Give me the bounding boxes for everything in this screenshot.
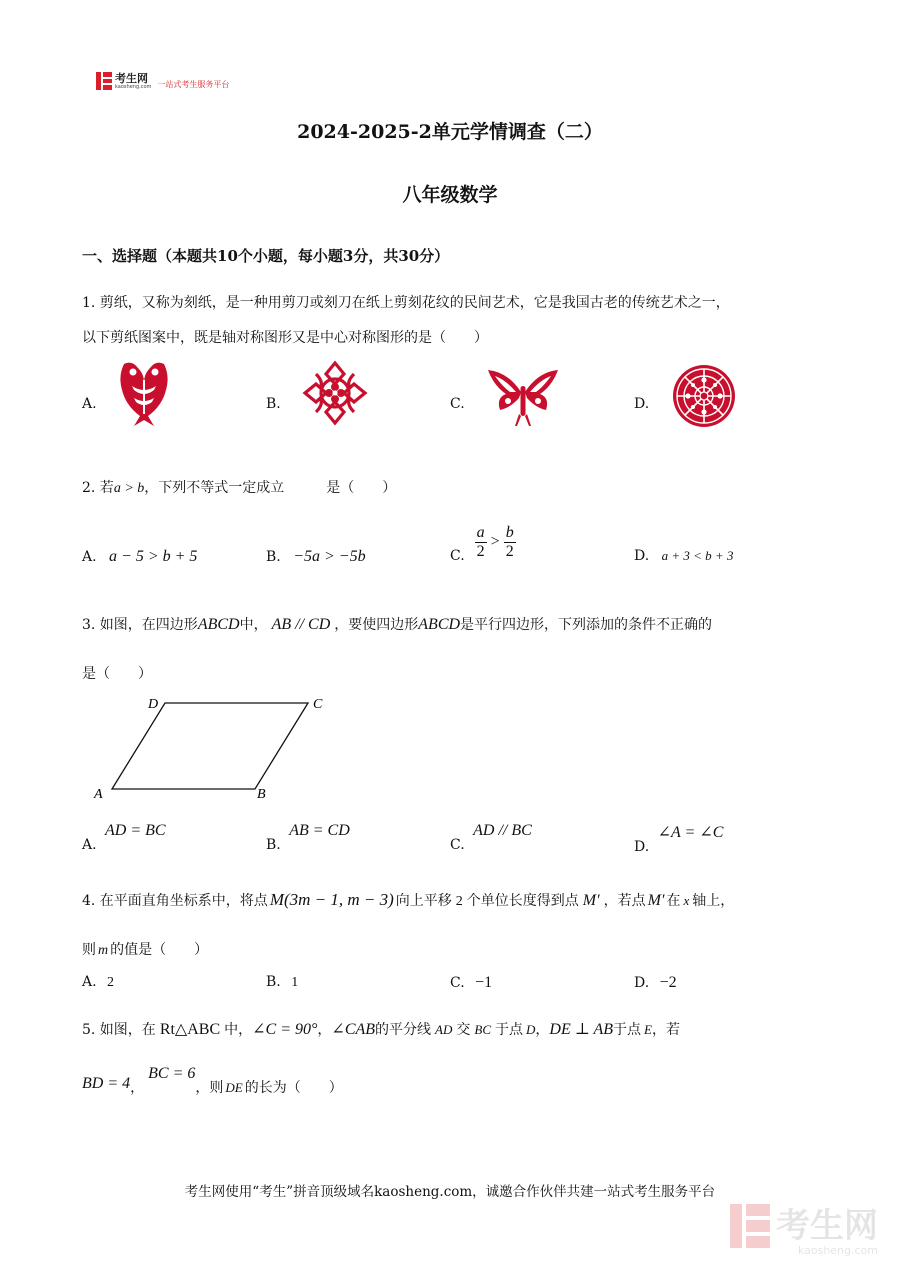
math-angle-c: ∠C = 90° [252, 1021, 318, 1038]
footer-text: 考生网使用“考生”拼音顶级域名kaosheng.com，诚邀合作伙伴共建一站式考生服务平台 [184, 1184, 716, 1200]
page-subtitle: 八年级数学 [402, 184, 498, 206]
text: ，若点 [603, 893, 646, 909]
text: 则 [82, 942, 96, 958]
math-bd: BD = 4 [82, 1075, 131, 1092]
text: 中， [239, 617, 268, 633]
watermark-domain: kaosheng.com [797, 1244, 878, 1257]
math-abcd: ABCD [418, 616, 461, 633]
text: 5. 如图，在 [82, 1022, 156, 1038]
q3-option-c [450, 822, 532, 853]
option-label: B. [266, 549, 281, 565]
text: 的长为（ ） [244, 1080, 343, 1096]
text: ，要使四边形 [334, 617, 419, 633]
option-expr: a − 5 > b + 5 [109, 548, 198, 565]
text: 在 [666, 893, 681, 909]
text: 中， [224, 1022, 253, 1038]
q2-option-b [266, 548, 366, 566]
q1-line1: 1. 剪纸，又称为刻纸，是一种用剪刀或刻刀在纸上剪刻花纹的民间艺术，它是我国古老的传统艺术之一， [82, 295, 730, 311]
watermark [730, 1204, 878, 1257]
option-value: 2 [107, 975, 115, 990]
option-label: B. [266, 974, 281, 990]
option-expr: AB = CD [289, 822, 350, 839]
math-ab-parallel-cd: AB // CD [271, 616, 331, 633]
text: 轴上， [692, 893, 735, 909]
q1-line2: 以下剪纸图案中，既是轴对称图形又是中心对称图形的是（ ） [82, 330, 488, 346]
q3-option-a [82, 822, 166, 853]
q2-suffix: 是（ ） [326, 480, 397, 496]
butterfly-papercut-image [486, 368, 560, 428]
q2-stem [82, 478, 396, 499]
text: ， [130, 1080, 145, 1096]
q2-option-c [450, 520, 516, 564]
option-label: D. [634, 548, 650, 564]
option-value: 1 [291, 975, 299, 990]
math-m-prime: M′ [647, 892, 665, 909]
q1-option-b-label: B. [266, 396, 281, 412]
parallelogram-figure [90, 690, 340, 805]
option-label: C. [450, 548, 465, 564]
logo-icon [96, 72, 112, 90]
q2-condition: a > b [113, 481, 145, 496]
option-expr: a + 3 < b + 3 [661, 548, 734, 563]
q2-option-d [634, 548, 733, 564]
vertex-c: C [313, 697, 323, 712]
section-heading: 一、选择题（本题共10个小题，每小题3分，共30分） [82, 247, 450, 265]
text: ， [317, 1022, 332, 1038]
q3-option-d [634, 822, 724, 855]
text: 的平分线 [375, 1022, 432, 1038]
logo-domain: kaosheng.com [115, 83, 152, 90]
math-bc-6: BC = 6 [148, 1065, 196, 1082]
q2-mid: ，下列不等式一定成立 [144, 480, 285, 496]
q1-option-c-label: C. [450, 396, 465, 412]
q5-stem-line1 [82, 1020, 680, 1040]
q3-stem-line1 [82, 615, 712, 635]
math-angle-cab: ∠CAB [331, 1021, 376, 1038]
math-rt-triangle: Rt△ABC [159, 1021, 221, 1038]
logo-slogan: 一站式考生服务平台 [157, 79, 230, 89]
option-expr: ∠A = ∠C [657, 824, 724, 841]
math-m-prime: M′ [582, 892, 600, 909]
text: 的值是（ ） [110, 942, 209, 958]
numerator: b [505, 523, 514, 541]
option-expr: AD = BC [105, 822, 166, 839]
text: 是平行四边形，下列添加的条件不正确的 [460, 617, 713, 633]
round-papercut-image [672, 364, 736, 428]
option-label: A. [82, 837, 97, 853]
option-label: B. [266, 837, 281, 853]
q1-option-a-label: A. [82, 396, 97, 412]
vertex-a: A [94, 787, 103, 802]
option-value: −2 [659, 974, 677, 991]
math-de-perp-ab: DE ⊥ AB [549, 1021, 614, 1038]
option-label: D. [634, 975, 650, 991]
option-value: −1 [475, 974, 493, 991]
text: 4. 在平面直角坐标系中，将点 [82, 893, 268, 909]
watermark-text: 考生网 [776, 1206, 878, 1246]
denominator: 2 [505, 542, 514, 560]
q3-option-b [266, 822, 350, 853]
q4-stem-line1 [82, 890, 734, 912]
fraction-b-over-2 [504, 524, 516, 561]
math-de: DE [225, 1080, 243, 1095]
math-abcd: ABCD [197, 616, 240, 633]
header-logo [96, 72, 229, 90]
text: 于点 [495, 1022, 524, 1038]
vertex-b: B [257, 787, 266, 802]
q4-option-c [450, 974, 492, 992]
text: 向上平移 [395, 893, 452, 909]
text: 于点 [613, 1022, 642, 1038]
math-two: 2 [455, 894, 463, 909]
math-x: x [683, 893, 690, 908]
option-label: C. [450, 975, 465, 991]
option-label: A. [82, 549, 97, 565]
vertex-d: D [148, 697, 159, 712]
text: 个单位长度得到点 [466, 893, 579, 909]
option-label: C. [450, 837, 465, 853]
numerator: a [476, 523, 485, 541]
text: ，若 [652, 1022, 680, 1038]
fraction-a-over-2 [475, 524, 487, 561]
q2-prefix: 2. 若 [82, 480, 114, 496]
option-label: D. [634, 839, 650, 855]
logo-text: 考生网 [115, 71, 148, 85]
math-ad: AD [435, 1022, 453, 1037]
math-bc: BC [474, 1022, 492, 1037]
page-title: 2024-2025-2单元学情调查（二） [297, 121, 603, 143]
math-m: m [98, 943, 109, 958]
option-expr: AD // BC [473, 822, 532, 839]
q5-stem-line2 [82, 1065, 343, 1098]
text: ， [535, 1022, 550, 1038]
text: 3. 如图，在四边形 [82, 617, 198, 633]
flower-papercut-image [302, 360, 368, 426]
math-d: D [526, 1022, 536, 1037]
relation: > [490, 533, 500, 550]
watermark-logo-icon [730, 1204, 770, 1248]
q4-option-b [266, 974, 298, 991]
q4-option-d [634, 974, 677, 992]
math-point-m: M(3m − 1, m − 3) [269, 890, 394, 909]
text: ，则 [195, 1080, 224, 1096]
q3-stem-line2: 是（ ） [82, 666, 152, 682]
q4-option-a [82, 974, 114, 991]
option-expr: −5a > −5b [293, 548, 366, 565]
q2-option-a [82, 548, 197, 566]
q1-option-d-label: D. [634, 396, 650, 412]
q4-stem-line2 [82, 940, 208, 961]
math-e: E [644, 1022, 652, 1037]
denominator: 2 [476, 542, 485, 560]
fish-papercut-image [118, 360, 170, 428]
text: 交 [456, 1022, 471, 1038]
option-label: A. [82, 974, 97, 990]
